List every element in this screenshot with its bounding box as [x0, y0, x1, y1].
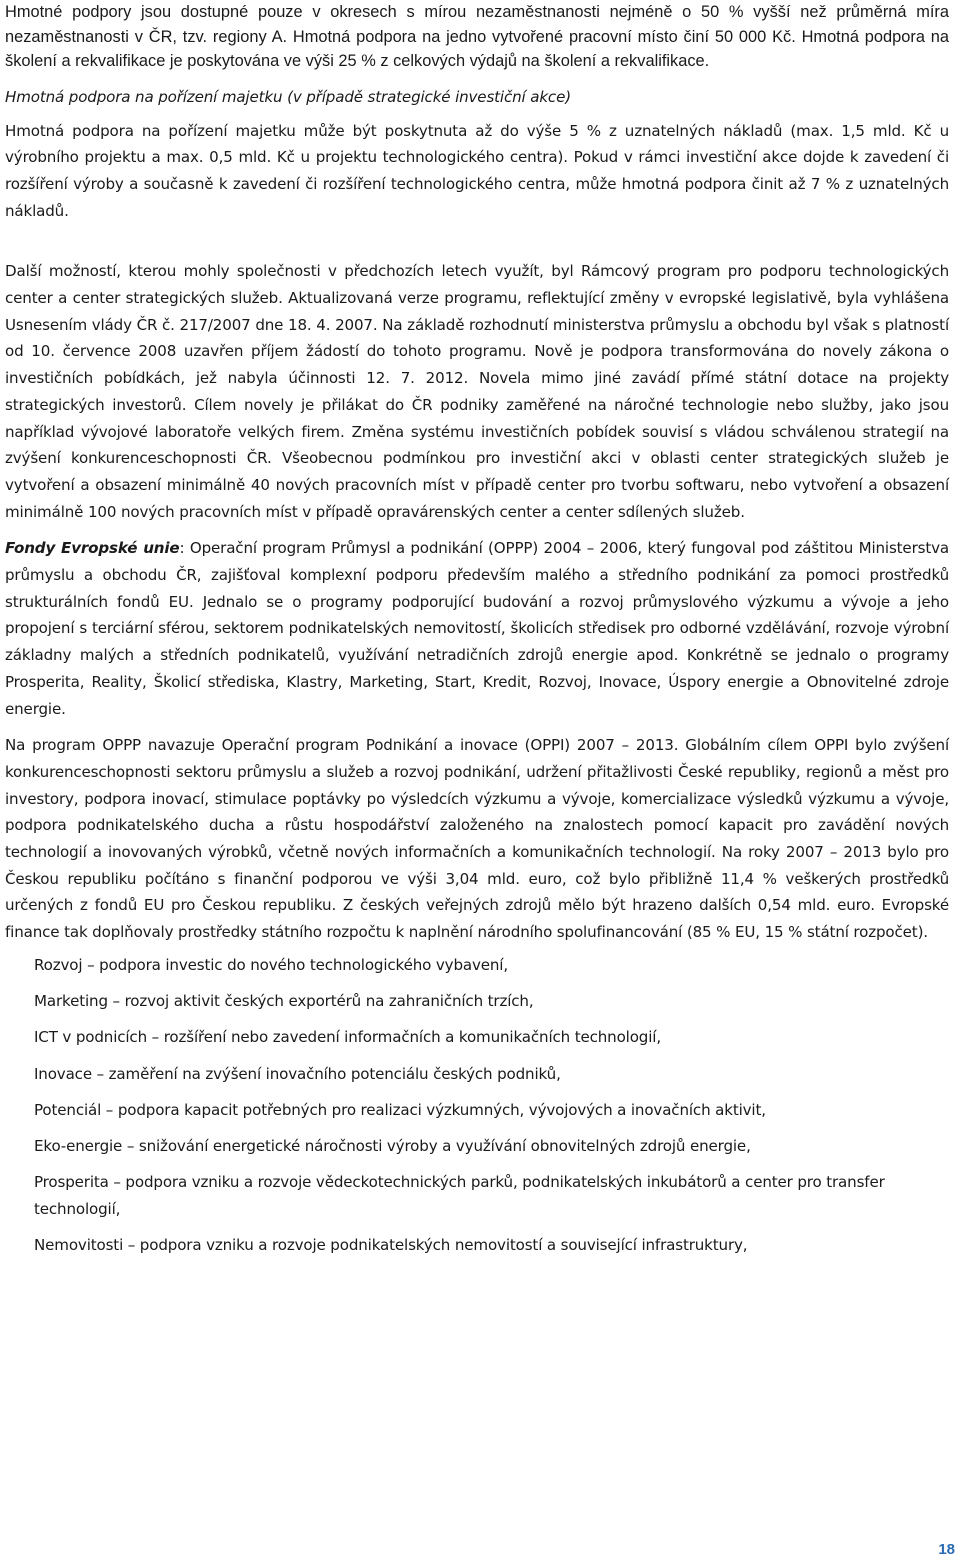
- spacer: [5, 722, 949, 732]
- intro-paragraph: Hmotné podpory jsou dostupné pouze v okresech s mírou nezaměstnanosti nejméně o 50 % vyšší než průměrná míra nezaměstnanosti v ČR, tzv. regiony A. Hmotná podpora na jedno vytvořené pracovní místo činí 50 000 Kč. Hmotná podpora na školení a rekvalifikace je poskytována ve výši 25 % z celkových výdajů na školení a rekvalifikace.: [5, 3, 949, 70]
- list-item: Eko-energie – snižování energetické náročnosti výroby a využívání obnovitelných zdrojů energie,: [34, 1136, 751, 1155]
- list-item: Marketing – rozvoj aktivit českých exportérů na zahraničních trzích,: [34, 992, 534, 1011]
- spacer: [5, 224, 949, 258]
- list-item: Rozvoj – podpora investic do nového technologického vybavení,: [34, 955, 508, 974]
- list-item: ICT v podnicích – rozšíření nebo zavedení informačních a komunikačních technologií,: [34, 1028, 661, 1047]
- program-list: [5, 952, 949, 1259]
- framework-program-paragraph: Další možností, kterou mohly společnosti v předchozích letech využít, byl Rámcový program pro podporu technologických center a center strategických služeb. Aktualizovaná verze programu, reflektující změny v evropské legislativě, byla vyhlášena Usnesením vlády ČR č. 217/2007 dne 18. 4. 2007. Na základě rozhodnutí ministerstva průmyslu a obchodu byl však s platností od 10. července 2008 uzavřen příjem žádostí do tohoto programu. Nově je podpora transformována do novely zákona o investičních pobídkách, jež nabyla účinnosti 12. 7. 2012. Novela mimo jiné zavádí přímé státní dotace na projekty strategických investorů. Cílem novely je přilákat do ČR podniky zaměřené na náročné technologie nebo služby, jako jsou například vývojové laboratoře velkých firem. Změna systému investičních pobídek souvisí s vládou schválenou strategií na zvýšení konkurenceschopnosti ČR. Všeobecnou podmínkou pro investiční akci v oblasti center strategických služeb je vytvoření a obsazení minimálně 40 nových pracovních míst v případě center pro tvorbu softwaru, nebo vytvoření a obsazení minimálně 100 nových pracovních míst v případě opravárenských center a center sdílených služeb.: [5, 262, 949, 521]
- list-item: Prosperita – podpora vzniku a rozvoje vědeckotechnických parků, podnikatelských inkubátorů a center pro transfer technologií,: [34, 1173, 885, 1218]
- list-item: Potenciál – podpora kapacit potřebných pro realizaci výzkumných, vývojových a inovačních aktivit,: [34, 1100, 766, 1119]
- list-item: Nemovitosti – podpora vzniku a rozvoje podnikatelských nemovitostí a související infrastruktury,: [34, 1236, 748, 1255]
- asset-support-paragraph: Hmotná podpora na pořízení majetku může být poskytnuta až do výše 5 % z uznatelných nákladů (max. 1,5 mld. Kč u výrobního projektu a max. 0,5 mld. Kč u projektu technologického centra). Pokud v rámci investiční akce dojde k zavedení či rozšíření výroby a současně k zavedení či rozšíření technologického centra, může hmotná podpora činit až 7 % z uznatelných nákladů.: [5, 121, 949, 220]
- spacer: [5, 525, 949, 535]
- page-number: 18: [938, 1541, 955, 1558]
- eu-funds-paragraph: [5, 535, 949, 722]
- list-item: Inovace – zaměření na zvýšení inovačního potenciálu českých podniků,: [34, 1064, 561, 1083]
- eu-funds-label: Fondy Evropské unie: [5, 539, 180, 558]
- document-page: [5, 0, 949, 1268]
- oppi-paragraph: Na program OPPP navazuje Operační program Podnikání a inovace (OPPI) 2007 – 2013. Globálním cílem OPPI bylo zvýšení konkurenceschopnosti sektoru průmyslu a služeb a rozvoj podnikání, udržení přitažlivosti České republiky, regionů a měst pro investory, podpora inovací, stimulace poptávky po výsledcích výzkumu a vývoje, komercializace výsledků výzkumu a vývoje, podpora podnikatelského ducha a růstu hospodářství založeného na znalostech pomocí kapacit pro zavádění nových technologií a inovovaných výrobků, včetně nových informačních a komunikačních technologií. Na roky 2007 – 2013 bylo pro Českou republiku počítáno s finanční podporou ve výši 3,04 mld. euro, což bylo přibližně 11,4 % veškerých prostředků určených z fondů EU pro Českou republiku. Z českých veřejných zdrojů mělo být hrazeno dalších 0,54 mld. euro. Evropské finance tak doplňovaly prostředky státního rozpočtu k naplnění národního spolufinancování (85 % EU, 15 % státní rozpočet).: [5, 736, 949, 942]
- asset-support-heading: Hmotná podpora na pořízení majetku (v případě strategické investiční akce): [5, 87, 571, 106]
- eu-funds-text: : Operační program Průmysl a podnikání (OPPP) 2004 – 2006, který fungoval pod záštitou Ministerstva průmyslu a obchodu ČR, zajišťoval komplexní podporu především malého a středního podnikání za pomoci prostředků strukturálních fondů EU. Jednalo se o programy podporující budování a rozvoj průmyslového výzkumu a vývoje a jeho propojení s terciární sférou, sektorem podnikatelských nemovitostí, školicích středisek pro odborné vzdělávání, rozvoje výrobní základny malých a středních podnikatelů, využívání netradičních zdrojů energie apod. Konkrétně se jednalo o programy Prosperita, Reality, Školicí střediska, Klastry, Marketing, Start, Kredit, Rozvoj, Inovace, Úspory energie a Obnovitelné zdroje energie.: [5, 539, 949, 718]
